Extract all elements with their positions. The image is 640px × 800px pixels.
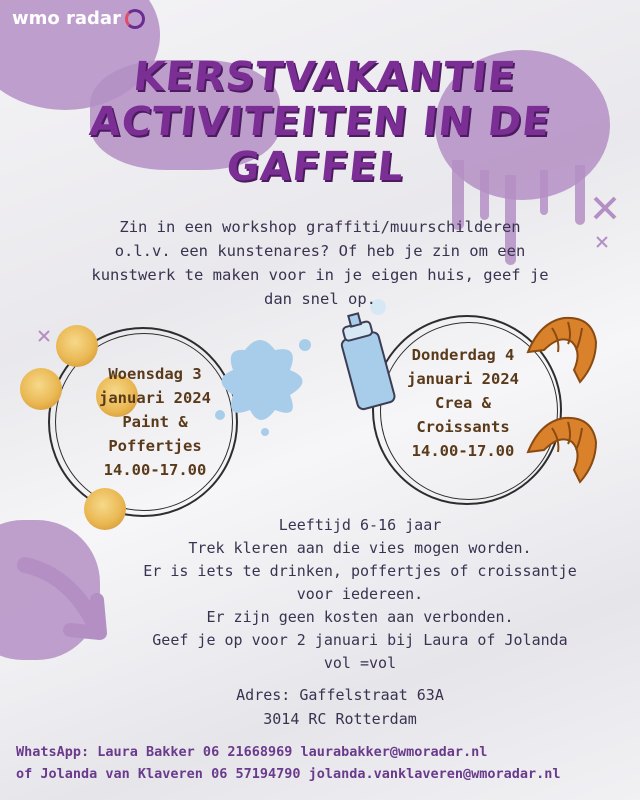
detail-line: Er is iets te drinken, poffertjes of croissantje <box>143 562 577 580</box>
detail-line: Geef je op voor 2 januari bij Laura of Jolanda <box>152 631 568 649</box>
detail-line: Er zijn geen kosten aan verbonden. <box>206 608 514 626</box>
event-right-text <box>388 343 538 463</box>
address-line: Adres: Gaffelstraat 63A <box>236 686 444 704</box>
event-left-text <box>80 362 230 482</box>
detail-line: Leeftijd 6-16 jaar <box>278 516 442 534</box>
event-time: 14.00-17.00 <box>411 442 515 460</box>
wmo-radar-logo <box>12 8 145 29</box>
address-block <box>200 683 480 731</box>
event-date: januari 2024 <box>99 389 211 407</box>
detail-line: voor iedereen. <box>296 585 424 603</box>
title-line: ACTIVITEITEN IN DE <box>87 99 553 145</box>
event-title: Croissants <box>416 418 510 436</box>
event-date: januari 2024 <box>407 370 519 388</box>
contact-info <box>16 741 561 785</box>
detail-line: Trek kleren aan die vies mogen worden. <box>188 539 532 557</box>
intro-line: Zin in een workshop graffiti/muurschilderen <box>119 218 521 236</box>
intro-line: kunstwerk te maken voor in je eigen huis, geef je <box>91 266 549 284</box>
event-title: Paint & <box>122 413 188 431</box>
address-line: 3014 RC Rotterdam <box>263 710 417 728</box>
contact-line: of Jolanda van Klaveren 06 57194790 jolanda.vanklaveren@wmoradar.nl <box>16 766 561 782</box>
event-title: Poffertjes <box>108 437 202 455</box>
radar-logo-icon <box>125 9 145 29</box>
contact-line: WhatsApp: Laura Bakker 06 21668969 laurabakker@wmoradar.nl <box>16 744 488 760</box>
title-line: GAFFEL <box>224 144 407 190</box>
event-time: 14.00-17.00 <box>103 461 207 479</box>
intro-line: dan snel op. <box>264 290 376 308</box>
intro-text <box>20 215 620 311</box>
detail-line: vol =vol <box>323 654 397 672</box>
details-text <box>80 514 640 675</box>
cross-icon <box>38 330 50 342</box>
logo-text: wmo radar <box>12 8 121 29</box>
event-title: Crea & <box>435 394 491 412</box>
title-line: KERSTVAKANTIE <box>131 54 519 100</box>
poffertje-image <box>56 325 98 367</box>
event-date: Woensdag 3 <box>108 365 202 383</box>
event-date: Donderdag 4 <box>411 346 515 364</box>
intro-line: o.l.v. een kunstenares? Of heb je zin om een <box>114 242 526 260</box>
poffertje-image <box>20 368 62 410</box>
page-title <box>0 55 640 190</box>
